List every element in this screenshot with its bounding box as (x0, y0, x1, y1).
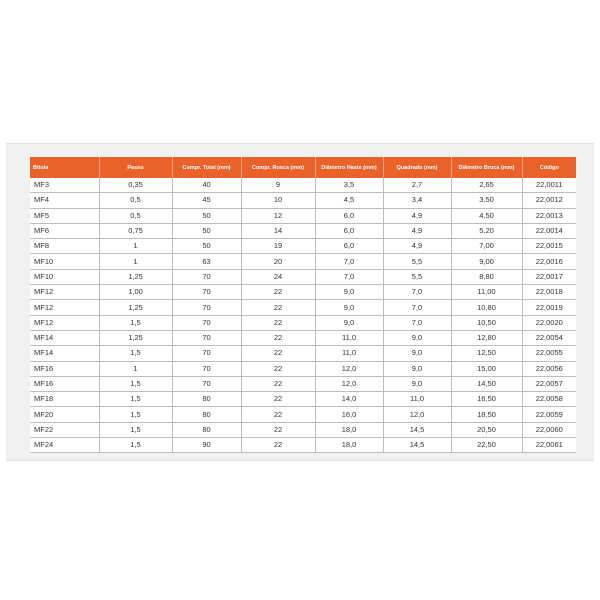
cell-diametro-broca: 8,80 (451, 269, 522, 284)
cell-passo: 1 (99, 361, 172, 376)
cell-bitola: MF14 (30, 330, 99, 345)
cell-compr-total: 40 (172, 178, 241, 193)
cell-bitola: MF10 (30, 269, 99, 284)
cell-codigo: 22,0057 (522, 376, 576, 391)
cell-compr-total: 63 (172, 254, 241, 269)
cell-compr-rosca: 22 (241, 361, 315, 376)
table-row (30, 392, 576, 407)
cell-compr-rosca: 22 (241, 285, 315, 300)
cell-diametro-haste: 3,5 (315, 178, 383, 193)
cell-codigo: 22,0016 (522, 254, 576, 269)
cell-quadrado: 14,5 (383, 422, 451, 437)
cell-diametro-broca: 5,20 (451, 223, 522, 238)
cell-compr-total: 45 (172, 193, 241, 208)
cell-quadrado: 3,4 (383, 193, 451, 208)
cell-compr-total: 70 (172, 269, 241, 284)
cell-diametro-haste: 16,0 (315, 407, 383, 422)
cell-codigo: 22,0056 (522, 361, 576, 376)
table-row (30, 376, 576, 391)
cell-passo: 1,5 (99, 346, 172, 361)
cell-diametro-haste: 6,0 (315, 239, 383, 254)
cell-diametro-haste: 6,0 (315, 223, 383, 238)
table-row (30, 178, 576, 193)
cell-diametro-broca: 22,50 (451, 438, 522, 453)
cell-compr-total: 50 (172, 208, 241, 223)
cell-quadrado: 4,9 (383, 223, 451, 238)
cell-bitola: MF6 (30, 223, 99, 238)
cell-compr-rosca: 22 (241, 407, 315, 422)
cell-diametro-haste: 18,0 (315, 438, 383, 453)
cell-diametro-broca: 18,50 (451, 407, 522, 422)
cell-quadrado: 2,7 (383, 178, 451, 193)
cell-diametro-broca: 10,50 (451, 315, 522, 330)
table-row (30, 223, 576, 238)
cell-codigo: 22,0054 (522, 330, 576, 345)
cell-compr-rosca: 22 (241, 422, 315, 437)
col-header-passo: Passo (99, 157, 172, 178)
cell-compr-rosca: 22 (241, 330, 315, 345)
table-row (30, 269, 576, 284)
cell-diametro-haste: 7,0 (315, 269, 383, 284)
cell-passo: 0,5 (99, 208, 172, 223)
cell-bitola: MF20 (30, 407, 99, 422)
cell-passo: 1,5 (99, 422, 172, 437)
cell-quadrado: 7,0 (383, 285, 451, 300)
cell-diametro-haste: 11,0 (315, 330, 383, 345)
cell-compr-total: 80 (172, 392, 241, 407)
cell-passo: 1,5 (99, 315, 172, 330)
cell-compr-rosca: 10 (241, 193, 315, 208)
cell-diametro-haste: 11,0 (315, 346, 383, 361)
col-header-diametro-broca: Diâmetro Broca (mm) (451, 157, 522, 178)
table-row (30, 438, 576, 453)
cell-diametro-haste: 18,0 (315, 422, 383, 437)
cell-codigo: 22,0060 (522, 422, 576, 437)
table-row (30, 346, 576, 361)
table-row (30, 193, 576, 208)
table-row (30, 330, 576, 345)
cell-compr-total: 50 (172, 223, 241, 238)
cell-compr-rosca: 20 (241, 254, 315, 269)
cell-bitola: MF22 (30, 422, 99, 437)
cell-passo: 1 (99, 254, 172, 269)
cell-bitola: MF12 (30, 300, 99, 315)
cell-diametro-broca: 15,00 (451, 361, 522, 376)
cell-compr-rosca: 22 (241, 438, 315, 453)
cell-codigo: 22,0011 (522, 178, 576, 193)
table-row (30, 407, 576, 422)
cell-quadrado: 9,0 (383, 330, 451, 345)
cell-diametro-broca: 9,00 (451, 254, 522, 269)
table-body (30, 178, 576, 453)
cell-bitola: MF16 (30, 376, 99, 391)
cell-compr-total: 90 (172, 438, 241, 453)
cell-compr-rosca: 12 (241, 208, 315, 223)
cell-diametro-broca: 20,50 (451, 422, 522, 437)
cell-quadrado: 12,0 (383, 407, 451, 422)
table-row (30, 208, 576, 223)
cell-compr-total: 50 (172, 239, 241, 254)
table-row (30, 254, 576, 269)
cell-codigo: 22,0018 (522, 285, 576, 300)
col-header-diametro-haste: Diâmetro Haste (mm) (315, 157, 383, 178)
table-row (30, 315, 576, 330)
cell-quadrado: 14,5 (383, 438, 451, 453)
cell-compr-rosca: 24 (241, 269, 315, 284)
table-row (30, 239, 576, 254)
cell-compr-total: 80 (172, 422, 241, 437)
col-header-codigo: Código (522, 157, 576, 178)
cell-passo: 1,5 (99, 392, 172, 407)
cell-bitola: MF18 (30, 392, 99, 407)
cell-codigo: 22,0014 (522, 223, 576, 238)
cell-bitola: MF10 (30, 254, 99, 269)
cell-codigo: 22,0015 (522, 239, 576, 254)
cell-compr-total: 70 (172, 330, 241, 345)
cell-passo: 0,5 (99, 193, 172, 208)
cell-diametro-broca: 12,80 (451, 330, 522, 345)
cell-diametro-haste: 14,0 (315, 392, 383, 407)
cell-compr-rosca: 19 (241, 239, 315, 254)
cell-bitola: MF16 (30, 361, 99, 376)
cell-diametro-haste: 12,0 (315, 361, 383, 376)
cell-passo: 1,25 (99, 330, 172, 345)
cell-compr-total: 70 (172, 285, 241, 300)
cell-bitola: MF5 (30, 208, 99, 223)
spec-table (30, 157, 576, 453)
cell-diametro-broca: 4,50 (451, 208, 522, 223)
cell-compr-total: 70 (172, 376, 241, 391)
cell-quadrado: 5,5 (383, 269, 451, 284)
cell-diametro-broca: 2,65 (451, 178, 522, 193)
cell-diametro-broca: 16,50 (451, 392, 522, 407)
cell-diametro-haste: 7,0 (315, 254, 383, 269)
cell-diametro-haste: 12,0 (315, 376, 383, 391)
cell-compr-total: 70 (172, 300, 241, 315)
cell-quadrado: 7,0 (383, 300, 451, 315)
col-header-compr-total: Compr. Total (mm) (172, 157, 241, 178)
cell-quadrado: 9,0 (383, 346, 451, 361)
cell-compr-total: 80 (172, 407, 241, 422)
cell-diametro-broca: 14,50 (451, 376, 522, 391)
cell-diametro-broca: 12,50 (451, 346, 522, 361)
cell-compr-total: 70 (172, 315, 241, 330)
cell-quadrado: 11,0 (383, 392, 451, 407)
cell-bitola: MF12 (30, 285, 99, 300)
table-row (30, 422, 576, 437)
cell-quadrado: 9,0 (383, 361, 451, 376)
cell-bitola: MF4 (30, 193, 99, 208)
cell-codigo: 22,0020 (522, 315, 576, 330)
cell-compr-rosca: 14 (241, 223, 315, 238)
cell-diametro-broca: 3,50 (451, 193, 522, 208)
cell-quadrado: 9,0 (383, 376, 451, 391)
cell-compr-rosca: 9 (241, 178, 315, 193)
col-header-bitola: Bitola (30, 157, 99, 178)
col-header-compr-rosca: Compr. Rosca (mm) (241, 157, 315, 178)
cell-passo: 1,00 (99, 285, 172, 300)
cell-bitola: MF12 (30, 315, 99, 330)
cell-compr-rosca: 22 (241, 376, 315, 391)
cell-passo: 1,25 (99, 269, 172, 284)
cell-codigo: 22,0012 (522, 193, 576, 208)
cell-bitola: MF3 (30, 178, 99, 193)
cell-diametro-haste: 9,0 (315, 285, 383, 300)
cell-codigo: 22,0059 (522, 407, 576, 422)
cell-bitola: MF8 (30, 239, 99, 254)
cell-passo: 0,35 (99, 178, 172, 193)
cell-compr-rosca: 22 (241, 315, 315, 330)
cell-codigo: 22,0061 (522, 438, 576, 453)
cell-codigo: 22,0017 (522, 269, 576, 284)
cell-passo: 0,75 (99, 223, 172, 238)
cell-bitola: MF14 (30, 346, 99, 361)
cell-codigo: 22,0055 (522, 346, 576, 361)
cell-compr-rosca: 22 (241, 346, 315, 361)
col-header-quadrado: Quadrado (mm) (383, 157, 451, 178)
cell-passo: 1,25 (99, 300, 172, 315)
cell-diametro-haste: 9,0 (315, 315, 383, 330)
cell-diametro-broca: 11,00 (451, 285, 522, 300)
cell-passo: 1,5 (99, 376, 172, 391)
cell-compr-rosca: 22 (241, 392, 315, 407)
cell-passo: 1,5 (99, 407, 172, 422)
cell-quadrado: 5,5 (383, 254, 451, 269)
cell-codigo: 22,0019 (522, 300, 576, 315)
cell-compr-rosca: 22 (241, 300, 315, 315)
cell-diametro-haste: 4,5 (315, 193, 383, 208)
cell-codigo: 22,0058 (522, 392, 576, 407)
cell-diametro-broca: 10,80 (451, 300, 522, 315)
cell-passo: 1,5 (99, 438, 172, 453)
cell-quadrado: 4,9 (383, 239, 451, 254)
cell-diametro-haste: 6,0 (315, 208, 383, 223)
cell-diametro-broca: 7,00 (451, 239, 522, 254)
cell-diametro-haste: 9,0 (315, 300, 383, 315)
cell-compr-total: 70 (172, 361, 241, 376)
cell-codigo: 22,0013 (522, 208, 576, 223)
table-row (30, 285, 576, 300)
cell-passo: 1 (99, 239, 172, 254)
cell-compr-total: 70 (172, 346, 241, 361)
table-row (30, 361, 576, 376)
header-row (30, 157, 576, 178)
table-row (30, 300, 576, 315)
cell-bitola: MF24 (30, 438, 99, 453)
cell-quadrado: 4,9 (383, 208, 451, 223)
cell-quadrado: 7,0 (383, 315, 451, 330)
